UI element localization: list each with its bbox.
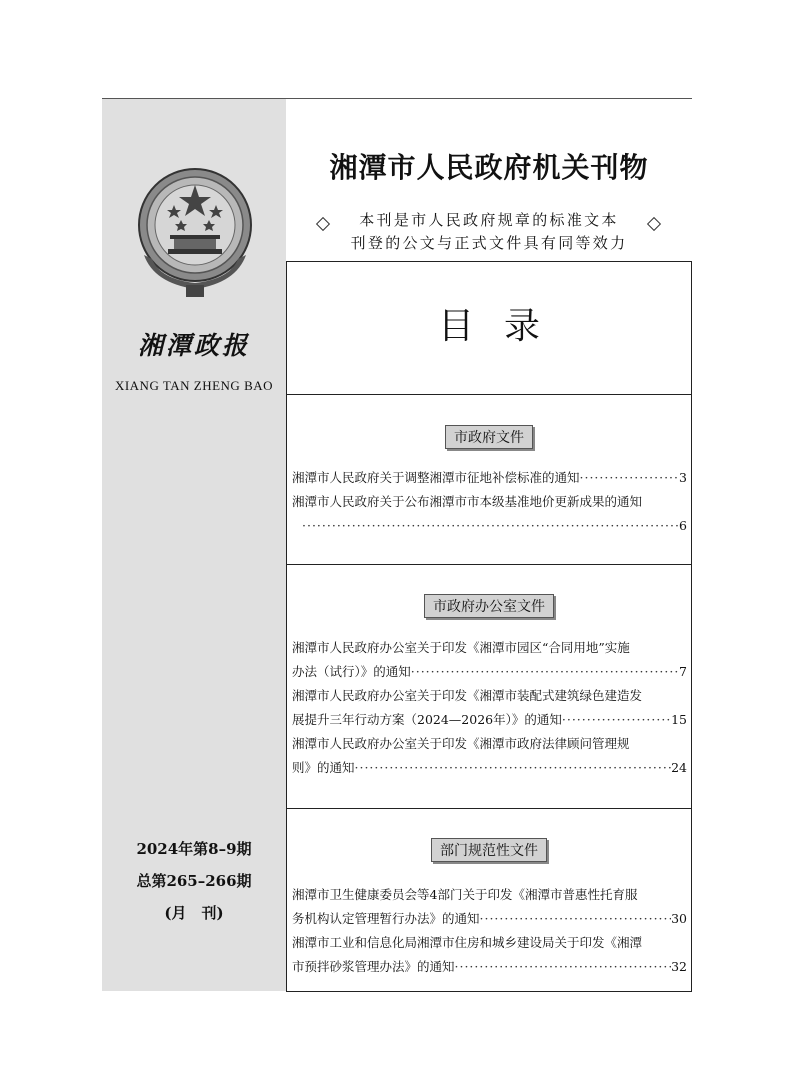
toc-heading: 目录 [437,306,570,347]
toc-entry[interactable] [292,490,687,538]
page-number: 6 [679,518,687,533]
entry-title: 湘潭市卫生健康委员会等4部门关于印发《湘潭市普惠性托育服 [292,887,638,902]
page-number: 15 [671,712,687,727]
toc-section-department-regulations [286,808,692,992]
leader-dots [562,708,671,732]
entry-title: 湘潭市人民政府关于调整湘潭市征地补偿标准的通知 [292,470,580,485]
motto-line-1: 本刊是市人民政府规章的标准文本 [359,211,619,229]
section-label: 市政府办公室文件 [424,594,554,618]
toc-entry[interactable] [292,732,687,780]
entry-title: 湘潭市人民政府办公室关于印发《湘潭市装配式建筑绿色建造发 [292,688,643,703]
page-number: 30 [671,911,687,926]
toc-entry[interactable] [292,883,687,931]
entry-title-cont: 市预拌砂浆管理办法》的通知 [292,959,455,974]
leader-dots [302,514,679,538]
toc-entry[interactable] [292,466,687,490]
issue-number: 2024年第8–9期 [136,840,252,858]
leader-dots [411,660,679,684]
leader-dots [455,955,672,979]
entry-title: 湘潭市人民政府办公室关于印发《湘潭市园区“合同用地”实施 [292,640,630,655]
entry-title: 湘潭市工业和信息化局湘潭市住房和城乡建设局关于印发《湘潭 [292,935,643,950]
page-number: 24 [671,760,687,775]
leader-dots [480,907,672,931]
journal-name: 湘潭政报 [137,331,250,360]
motto-line-2: 刊登的公文与正式文件具有同等效力 [350,234,628,252]
toc-heading-box [286,261,692,395]
journal-pinyin: XIANG TAN ZHENG BAO [114,378,274,393]
page-number: 32 [671,959,687,974]
entry-title-cont: 务机构认定管理暂行办法》的通知 [292,911,480,926]
main-title: 湘潭市人民政府机关刊物 [329,151,649,184]
leader-dots [355,756,672,780]
entry-title: 湘潭市人民政府办公室关于印发《湘潭市政府法律顾问管理规 [292,736,630,751]
entry-title-cont: 展提升三年行动方案（2024—2026年）》的通知 [292,712,562,727]
toc-section-municipal-government [286,394,692,565]
page-number: 7 [679,664,687,679]
total-issue-number: 总第265–266期 [136,872,252,890]
leader-dots [580,466,680,490]
toc-entry[interactable] [292,636,687,684]
publication-frequency: (月 刊) [164,904,224,922]
entry-title: 湘潭市人民政府关于公布湘潭市市本级基准地价更新成果的通知 [292,494,643,509]
toc-section-government-office [286,564,692,809]
entry-title-cont: 办法（试行）》的通知 [292,664,411,679]
toc-entry[interactable] [292,931,687,979]
section-label: 市政府文件 [445,425,533,449]
national-emblem-icon [134,167,256,299]
section-label: 部门规范性文件 [431,838,547,862]
toc-entry[interactable] [292,684,687,732]
page-number: 3 [679,470,687,485]
entry-title-cont: 则》的通知 [292,760,355,775]
